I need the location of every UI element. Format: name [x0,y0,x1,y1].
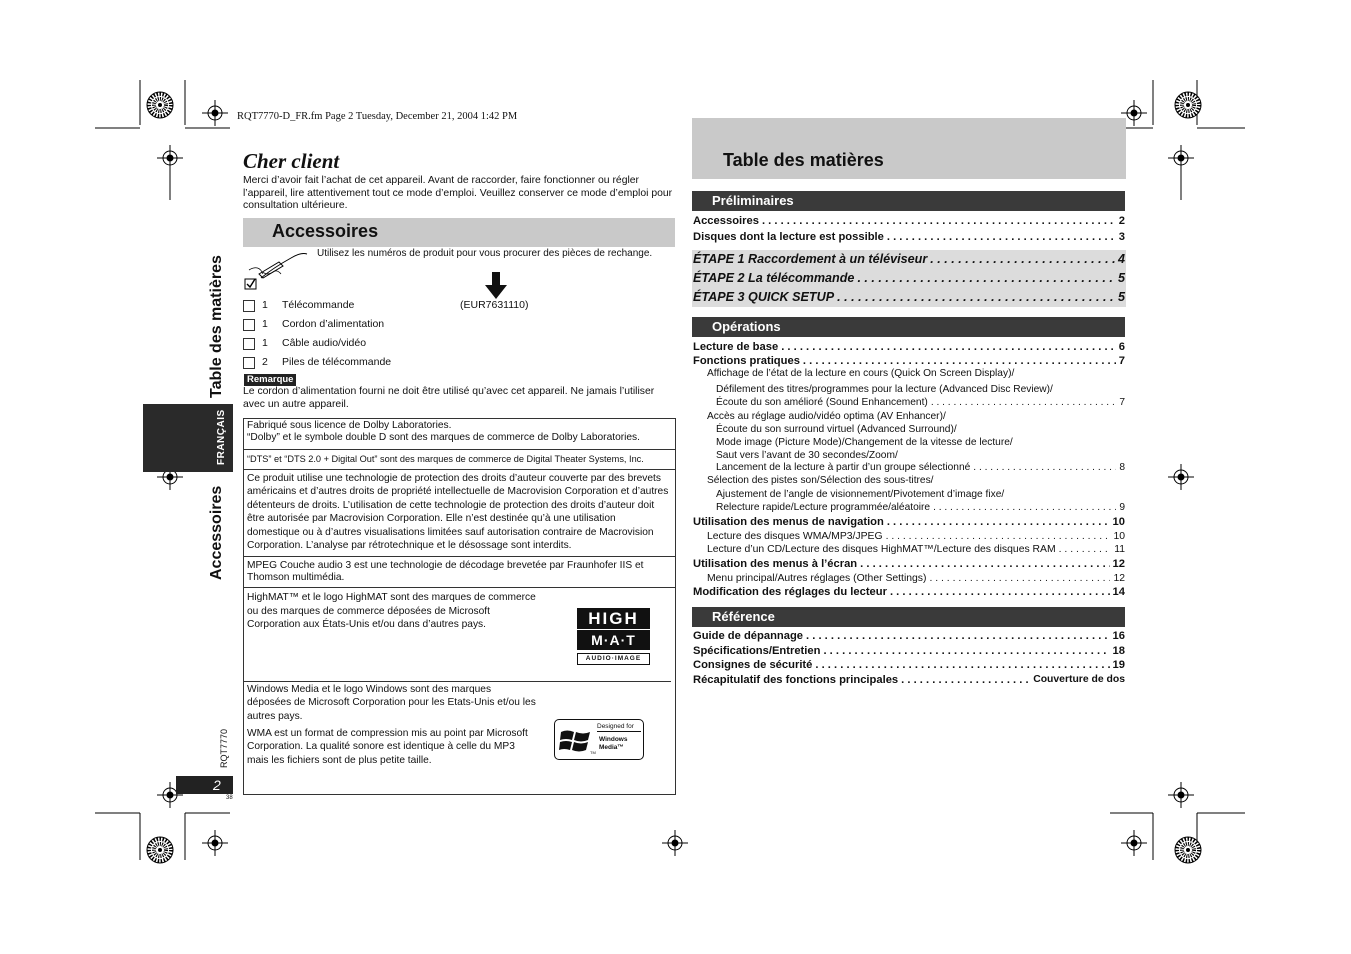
remarque-text: Le cordon d’alimentation fourni ne doit être utilisé qu’avec cet appareil. Ne jamais l’utiliser avec un autre appareil. [243,386,655,410]
toc-entry[interactable]: Spécifications/Entretien . . . 18 [693,644,1125,658]
toc-subentry[interactable]: Menu principal/Autres réglages (Other Settings) . . . 12 [707,572,1125,585]
intro-paragraph: Merci d’avoir fait l’achat de cet appareil. Avant de raccorder, faire fonctionner ou régler l’appareil, lire attentivement tout ce mode d’emploi. Veuillez conserver ce mode d’emploi pour consultation ultérieure. [243,175,673,212]
section-preliminaires: Préliminaires [692,191,1125,211]
highmat-line-2: ou des marques de commerce déposées de Microsoft Corporation aux États-Unis et/ou dans d’autres pays. [247,606,490,631]
toc-entry[interactable]: Guide de dépannage . . . 16 [693,629,1125,643]
toc-subentry[interactable]: Écoute du son surround virtuel (Advanced Surround)/ [716,424,957,435]
toc-heading: Table des matières [723,150,884,170]
toc-entry[interactable]: Accessoires . . . 2 [693,214,1125,228]
toc-subentry[interactable]: Saut vers l’avant de 30 secondes/Zoom/ [716,450,898,461]
toc-entry[interactable]: Lecture de base . . . 6 [693,340,1125,354]
dolby-line-1: Fabriqué sous licence de Dolby Laboratories. [247,420,452,431]
model-number: RQT7770 [219,728,229,768]
file-header: RQT7770-D_FR.fm Page 2 Tuesday, December 21, 2004 1:42 PM [237,111,518,122]
toc-entry[interactable]: Fonctions pratiques . . . 7 [693,354,1125,368]
toc-entry[interactable]: Utilisation des menus de navigation . . . 10 [693,515,1125,529]
section-operations: Opérations [692,317,1125,337]
arrow-down-icon [485,272,507,300]
dolby-line-2: “Dolby” et le symbole double D sont des marques de commerce de Dolby Laboratories. [247,432,640,443]
product-code: (EUR7631110) [460,299,529,311]
toc-subentry[interactable]: Sélection des pistes son/Sélection des sous-titres/ [707,475,934,486]
toc-subentry[interactable]: Affichage de l’état de la lecture en cours (Quick On Screen Display)/ [707,368,1015,379]
toc-subentry[interactable]: Mode image (Picture Mode)/Changement de la vitesse de lecture/ [716,437,1013,448]
toc-entry-step[interactable]: ÉTAPE 3 QUICK SETUP . . . 5 [693,289,1125,305]
macrovision-notice: Ce produit utilise une technologie de protection des droits d’auteur couverte par des brevets américains et d’autres droits de propriété intellectuelle de Macrovision Corporation et d’autres détenteurs de droits. L’utilisation de cette technologie de protection des droits d’auteur doit être autorisée par Macrovision Corporation. Elle n’est destinée qu’à une utilisation domestique ou à d’autres visualisations limitées sauf autorisation contraire de Macrovision Corporation. L’analyse par rétrotechnique et le désossage sont interdits. [247,473,669,552]
toc-subentry[interactable]: Relecture rapide/Lecture programmée/aléatoire . . . 9 [716,501,1125,514]
checkbox[interactable] [243,319,255,331]
windows-media-logo: TM Designed for Windows Media™ [554,719,644,760]
page-number-box [176,776,233,794]
checkbox[interactable] [243,338,255,350]
remarque-label: Remarque [244,374,296,386]
toc-heading-bar [692,118,1126,179]
wma-notice: WMA est un format de compression mis au point par Microsoft Corporation. La qualité sonore est identique à celle du MP3 mais les fichiers sont de plus petite taille. [247,728,528,766]
trademark-notices [243,418,676,795]
accessory-item: 1 Télécommande (EUR7631110) [243,299,675,313]
toc-subentry[interactable]: Écoute du son amélioré (Sound Enhancement) . . . 7 [716,396,1125,409]
checkbox[interactable] [243,300,255,312]
toc-subentry[interactable]: Défilement des titres/programmes pour la lecture (Advanced Disc Review)/ [716,384,1053,395]
side-tab-upper: Table des matières [208,255,225,398]
accessory-item: 2 Piles de télécommande [243,356,675,370]
toc-entry[interactable]: Utilisation des menus à l’écran . . . 12 [693,557,1125,571]
toc-subentry[interactable]: Lancement de la lecture à partir d’un groupe sélectionné . . . 8 [716,461,1125,474]
small-code: 38 [226,795,233,801]
accessory-item: 1 Cordon d’alimentation [243,318,675,332]
side-tab-lower: Accessoires [208,485,225,580]
dts-notice: “DTS” et “DTS 2.0 + Digital Out” sont des marques de commerce de Digital Theater Systems, Inc. [247,454,644,464]
toc-entry-step[interactable]: ÉTAPE 2 La télécommande . . . 5 [693,270,1125,286]
page-number: 2 [213,777,221,793]
highmat-logo: HIGH M·A·T AUDIO·IMAGE [577,608,651,664]
page-title: Cher client [243,149,340,173]
toc-entry[interactable]: Consignes de sécurité . . . 19 [693,658,1125,672]
section-reference: Référence [692,607,1125,627]
toc-subentry[interactable]: Accès au réglage audio/vidéo optima (AV Enhancer)/ [707,411,946,422]
language-label: FRANÇAIS [216,409,227,465]
toc-subentry[interactable]: Ajustement de l’angle de visionnement/Pivotement d’image fixe/ [716,489,1005,500]
mpeg-notice: MPEG Couche audio 3 est une technologie de décodage brevetée par Fraunhofer IIS et Thomson multimédia. [247,560,644,583]
toc-entry[interactable]: Récapitulatif des fonctions principales . . . Couverture de dos [693,673,1125,687]
checkbox[interactable] [243,357,255,369]
highmat-line-1: HighMAT™ et le logo HighMAT sont des marques de commerce [247,592,536,603]
pen-icon [243,248,313,292]
toc-entry[interactable]: Disques dont la lecture est possible . . . 3 [693,230,1125,244]
accessories-hint: Utilisez les numéros de produit pour vous procurer des pièces de rechange. [317,248,653,259]
toc-entry[interactable]: Modification des réglages du lecteur . . . 14 [693,585,1125,599]
accessories-heading-bar [243,218,675,247]
accessory-item: 1 Câble audio/vidéo [243,337,675,351]
toc-entry-step[interactable]: ÉTAPE 1 Raccordement à un téléviseur . . . 4 [693,251,1125,267]
toc-subentry[interactable]: Lecture des disques WMA/MP3/JPEG . . . 10 [707,530,1125,543]
toc-subentry[interactable]: Lecture d’un CD/Lecture des disques HighMAT™/Lecture des disques RAM . . . 11 [707,543,1125,556]
accessories-heading: Accessoires [272,221,379,241]
windows-media-notice: Windows Media et le logo Windows sont des marques déposées de Microsoft Corporation pour les Etats-Unis et/ou les autres pays. [247,684,536,722]
